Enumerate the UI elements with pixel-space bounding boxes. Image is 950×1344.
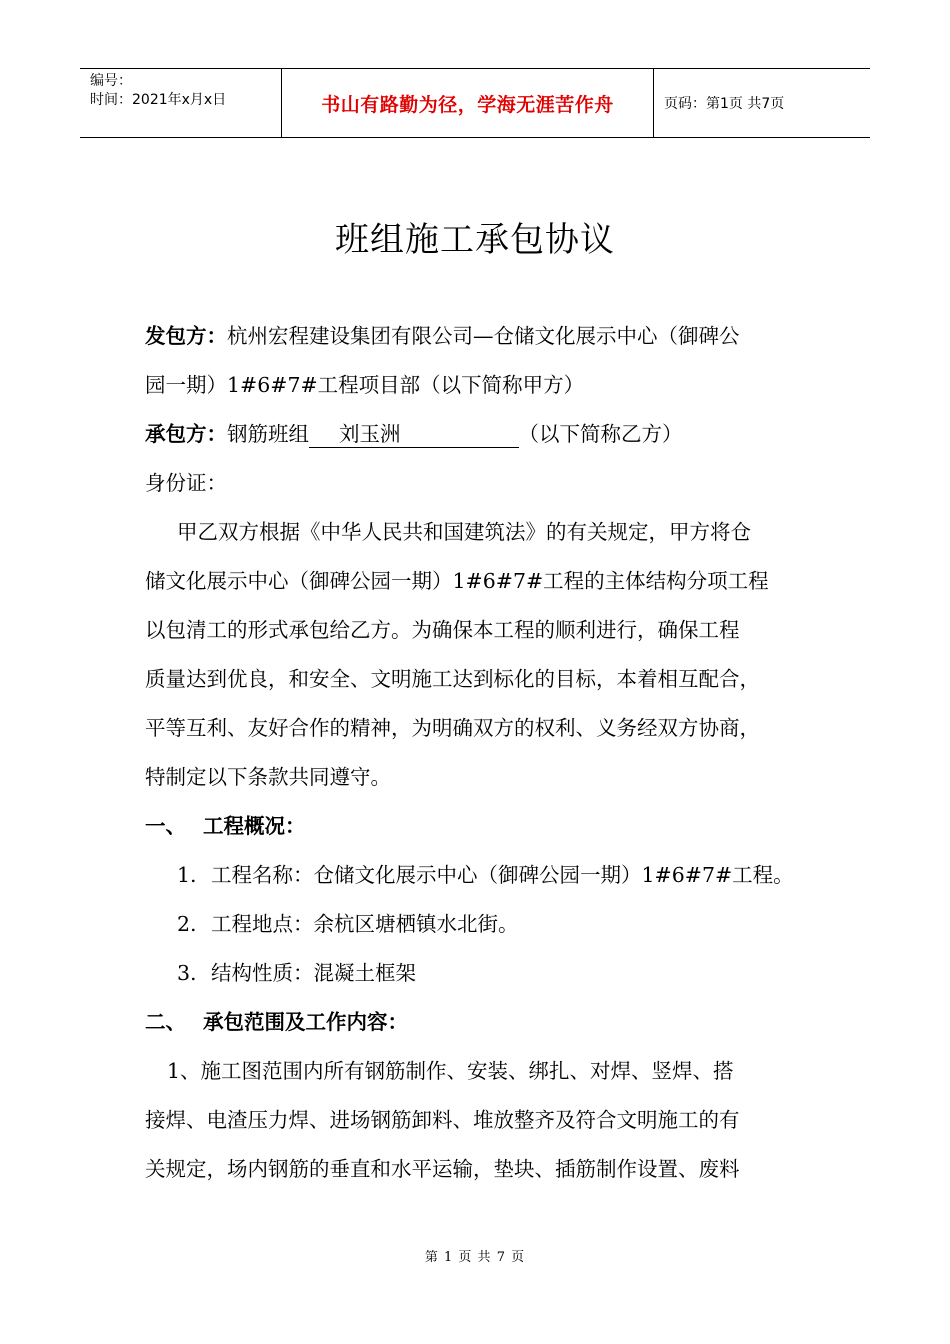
list-item-number: 1. xyxy=(177,863,197,887)
party-b-team: 钢筋班组 xyxy=(227,422,309,446)
list-item-number: 2. xyxy=(177,912,197,936)
list-item-text: 工程地点：余杭区塘栖镇水北街。 xyxy=(211,912,519,936)
list-item xyxy=(145,900,825,949)
header-motto: 书山有路勤为径，学海无涯苦作舟 xyxy=(281,69,654,137)
party-b-suffix: （以下简称乙方） xyxy=(518,422,683,446)
intro-line: 甲乙双方根据《中华人民共和国建筑法》的有关规定，甲方将仓 xyxy=(177,520,751,544)
party-b-label: 承包方： xyxy=(145,422,227,446)
intro-line: 平等互利、友好合作的精神，为明确双方的权利、义务经双方协商， xyxy=(145,716,760,740)
party-b-name-field xyxy=(309,421,519,448)
intro-line: 储文化展示中心（御碑公园一期）1#6#7#工程的主体结构分项工程 xyxy=(145,569,769,593)
section-2-para-line: 关规定，场内钢筋的垂直和水平运输，垫块、插筋制作设置、废料 xyxy=(145,1157,740,1181)
section-2-para-line: 接焊、电渣压力焊、进场钢筋卸料、堆放整齐及符合文明施工的有 xyxy=(145,1108,740,1132)
document-header xyxy=(80,68,870,138)
party-b-line xyxy=(145,410,825,459)
party-a-text-2: 园一期）1#6#7#工程项目部（以下简称甲方） xyxy=(145,373,585,397)
date-label: 时间：2021年x月x日 xyxy=(90,92,227,108)
section-2-heading xyxy=(145,998,825,1047)
document-body xyxy=(145,312,825,1194)
section-1-heading xyxy=(145,802,825,851)
party-a-label: 发包方： xyxy=(145,324,227,348)
section-1-title: 工程概况： xyxy=(203,814,306,838)
section-2-number: 二、 xyxy=(145,1010,186,1034)
party-a-line-1 xyxy=(145,312,825,361)
section-2-title: 承包范围及工作内容： xyxy=(203,1010,408,1034)
id-label: 身份证： xyxy=(145,471,227,495)
header-meta-cell xyxy=(80,69,281,137)
intro-line: 特制定以下条款共同遵守。 xyxy=(145,765,391,789)
list-item xyxy=(145,949,825,998)
id-line xyxy=(145,459,825,508)
intro-line: 以包清工的形式承包给乙方。为确保本工程的顺利进行，确保工程 xyxy=(145,618,740,642)
number-label: 编号： xyxy=(90,73,132,89)
party-b-name: 刘玉洲 xyxy=(339,422,401,446)
list-item-number: 3. xyxy=(177,961,197,985)
intro-line: 质量达到优良，和安全、文明施工达到标化的目标，本着相互配合， xyxy=(145,667,760,691)
section-1-number: 一、 xyxy=(145,814,186,838)
document-title: 班组施工承包协议 xyxy=(335,220,615,260)
party-a-line-2 xyxy=(145,361,825,410)
list-item-text: 工程名称：仓储文化展示中心（御碑公园一期）1#6#7#工程。 xyxy=(211,863,794,887)
section-2-para-line: 1、施工图范围内所有钢筋制作、安装、绑扎、对焊、竖焊、搭 xyxy=(167,1059,734,1083)
party-a-text-1: 杭州宏程建设集团有限公司—仓储文化展示中心（御碑公 xyxy=(227,324,740,348)
list-item-text: 结构性质：混凝土框架 xyxy=(211,961,416,985)
page-footer: 第 1 页 共 7 页 xyxy=(424,1250,526,1265)
header-page-info: 页码：第1页 共7页 xyxy=(664,96,785,112)
list-item xyxy=(145,851,825,900)
